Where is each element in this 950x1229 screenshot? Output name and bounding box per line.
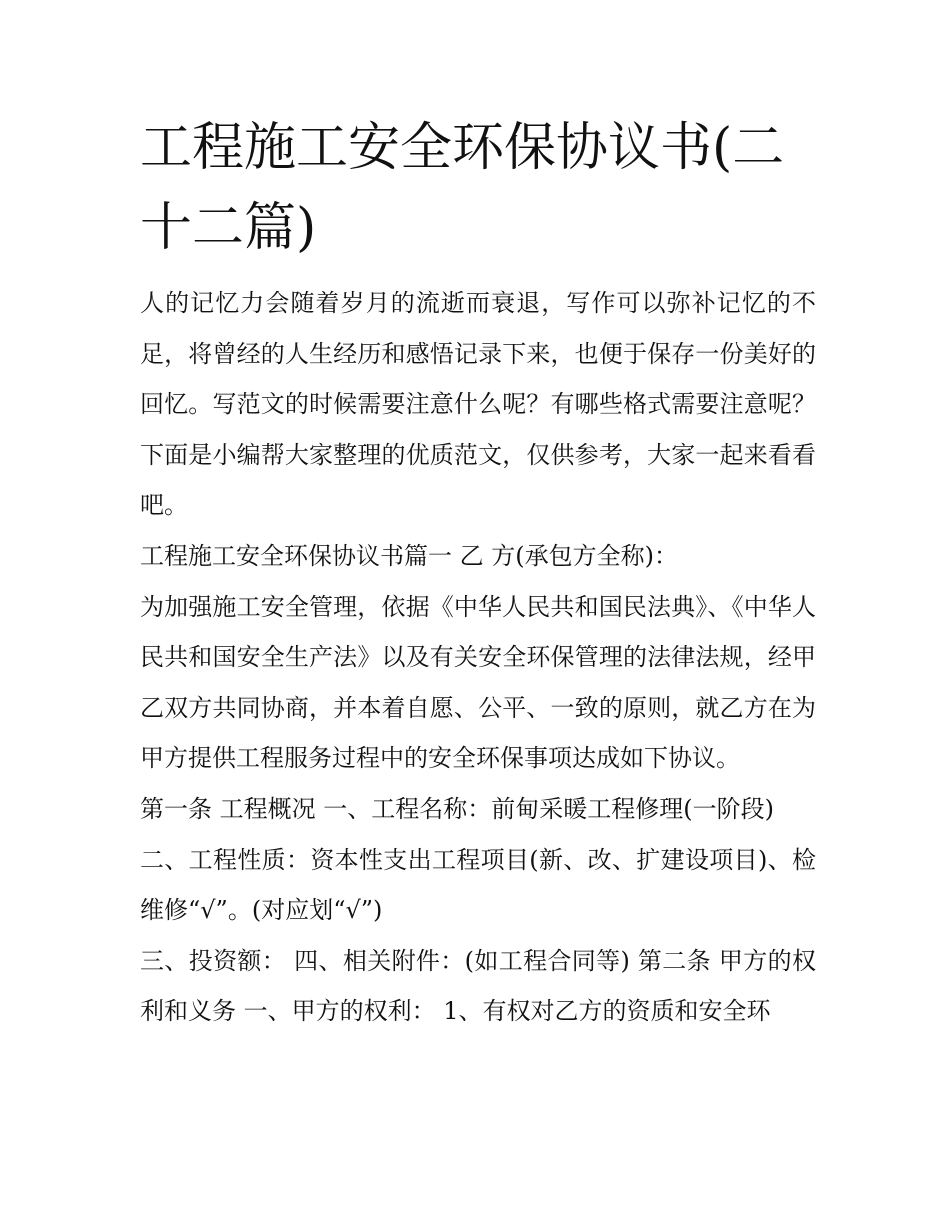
investment-paragraph: 三、投资额： 四、相关附件：(如工程合同等) 第二条 甲方的权利和义务 一、甲方的权利： 1、有权对乙方的资质和安全环 <box>140 946 816 1026</box>
document-body <box>140 278 816 1037</box>
document-page <box>140 108 816 1037</box>
section-heading-paragraph: 工程施工安全环保协议书篇一 乙 方(承包方全称)： <box>140 541 678 570</box>
project-nature-paragraph: 二、工程性质：资本性支出工程项目(新、改、扩建设项目)、检维修“√”。(对应划“√”) <box>140 845 816 925</box>
document-title: 工程施工安全环保协议书(二十二篇) <box>140 118 785 258</box>
article-one-paragraph: 第一条 工程概况 一、工程名称：前甸采暖工程修理(一阶段) <box>140 794 774 823</box>
purpose-paragraph: 为加强施工安全管理，依据《中华人民共和国民法典》、《中华人民共和国安全生产法》以及有关安全环保管理的法律法规，经甲乙双方共同协商，并本着自愿、公平、一致的原则，就乙方在为甲方提供工程服务过程中的安全环保事项达成如下协议。 <box>140 592 816 773</box>
intro-paragraph: 人的记忆力会随着岁月的流逝而衰退，写作可以弥补记忆的不足，将曾经的人生经历和感悟记录下来，也便于保存一份美好的回忆。写范文的时候需要注意什么呢？有哪些格式需要注意呢？下面是小编帮大家整理的优质范文，仅供参考，大家一起来看看吧。 <box>140 289 816 520</box>
